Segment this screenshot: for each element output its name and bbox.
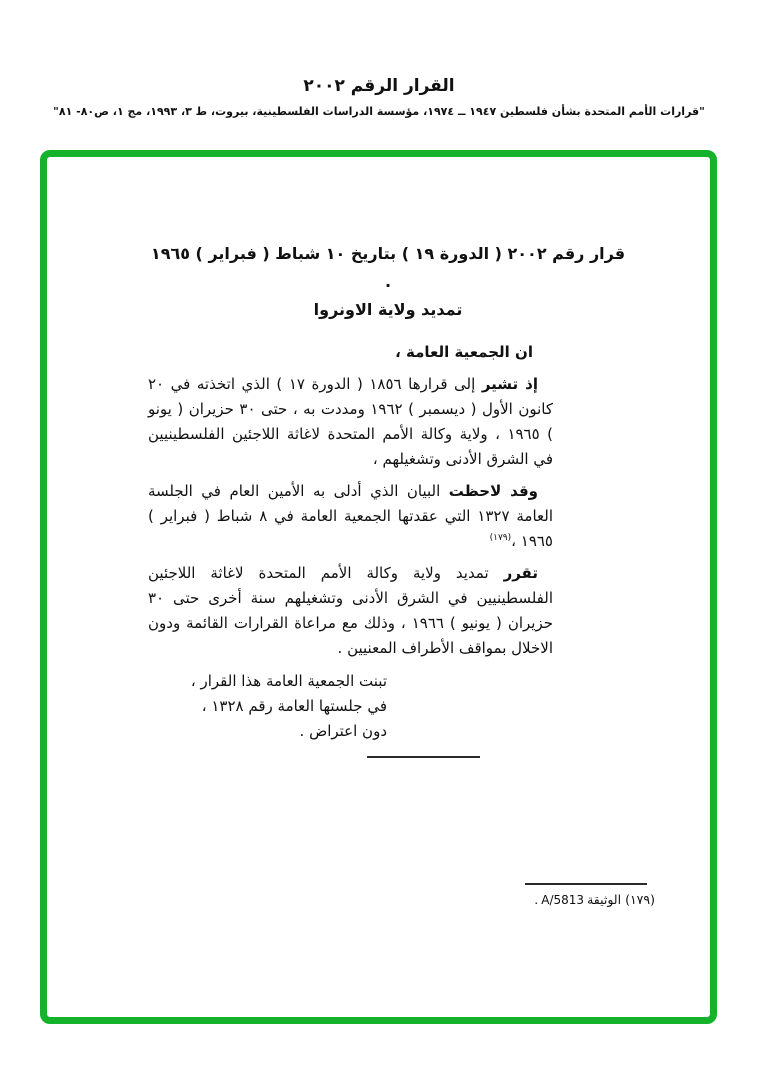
footnote-reference-marker: (١٧٩)	[489, 533, 512, 543]
paragraph-recalling-lead: إذ تشير	[481, 375, 538, 393]
paragraph-recalling-text: إلى قرارها ١٨٥٦ ( الدورة ١٧ ) الذي اتخذته في ٢٠ كانون الأول ( ديسمبر ) ١٩٦٢ ومددت به ، حتى ٣٠ حزيران ( يونو ) ١٩٦٥ ، ولاية وكالة الأمم المتحدة لاغاثة اللاجئين الفلسطينيين في الشرق الأدنى وتشغيلهم ،	[148, 375, 553, 468]
preamble-line: ان الجمعية العامة ،	[395, 343, 533, 361]
paragraph-decides-text: تمديد ولاية وكالة الأمم المتحدة لاغاثة اللاجئين الفلسطينيين في الشرق الأدنى وتشغيلهم سنة أخرى حتى ٣٠ حزيران ( يونيو ) ١٩٦٦ ، وذلك مع مراعاة القرارات القائمة ودون الاخلال بمواقف الأطراف المعنيين .	[148, 564, 554, 657]
section-divider	[367, 756, 480, 758]
source-citation: "قرارات الأمم المتحدة بشأن فلسطين ١٩٤٧ ــ ١٩٧٤، مؤسسة الدراسات الفلسطينية، بيروت، ط ٣، ١٩٩٣، مج ١، ص٨٠- ٨١"	[53, 105, 705, 118]
footnote-label: الوثيقة	[587, 892, 622, 907]
resolution-body	[148, 240, 626, 758]
paragraph-decides	[148, 561, 553, 661]
footnote-period: .	[534, 892, 539, 907]
adoption-note	[148, 669, 387, 744]
footnote-document-reference: A/5813	[541, 893, 585, 907]
paragraph-noting-text: البيان الذي أدلى به الأمين العام في الجلسة العامة ١٣٢٧ التي عقدتها الجمعية العامة في ٨ شباط ( فبراير ) ١٩٦٥ ،	[148, 482, 554, 550]
paragraph-recalling	[148, 372, 553, 472]
adoption-note-line2: في جلستها العامة رقم ١٣٢٨ ،	[201, 697, 387, 715]
paragraph-noting	[148, 479, 553, 554]
adoption-note-line3: دون اعتراض .	[299, 722, 387, 740]
footnote-marker: (١٧٩)	[625, 892, 655, 907]
adoption-note-line1: تبنت الجمعية العامة هذا القرار ،	[190, 672, 387, 690]
page-title: القرار الرقم ٢٠٠٢	[303, 76, 455, 96]
paragraph-noting-lead: وقد لاحظت	[448, 482, 538, 500]
footnote-divider	[525, 883, 647, 885]
resolution-heading-line2: تمديد ولاية الاونروا	[313, 300, 463, 319]
resolution-heading	[148, 240, 628, 324]
paragraph-decides-lead: تقرر	[503, 564, 538, 582]
footnote-line	[534, 892, 655, 907]
resolution-heading-line1: قرار رقم ٢٠٠٢ ( الدورة ١٩ ) بتاريخ ١٠ شباط ( فبراير ) ١٩٦٥ .	[150, 244, 626, 291]
